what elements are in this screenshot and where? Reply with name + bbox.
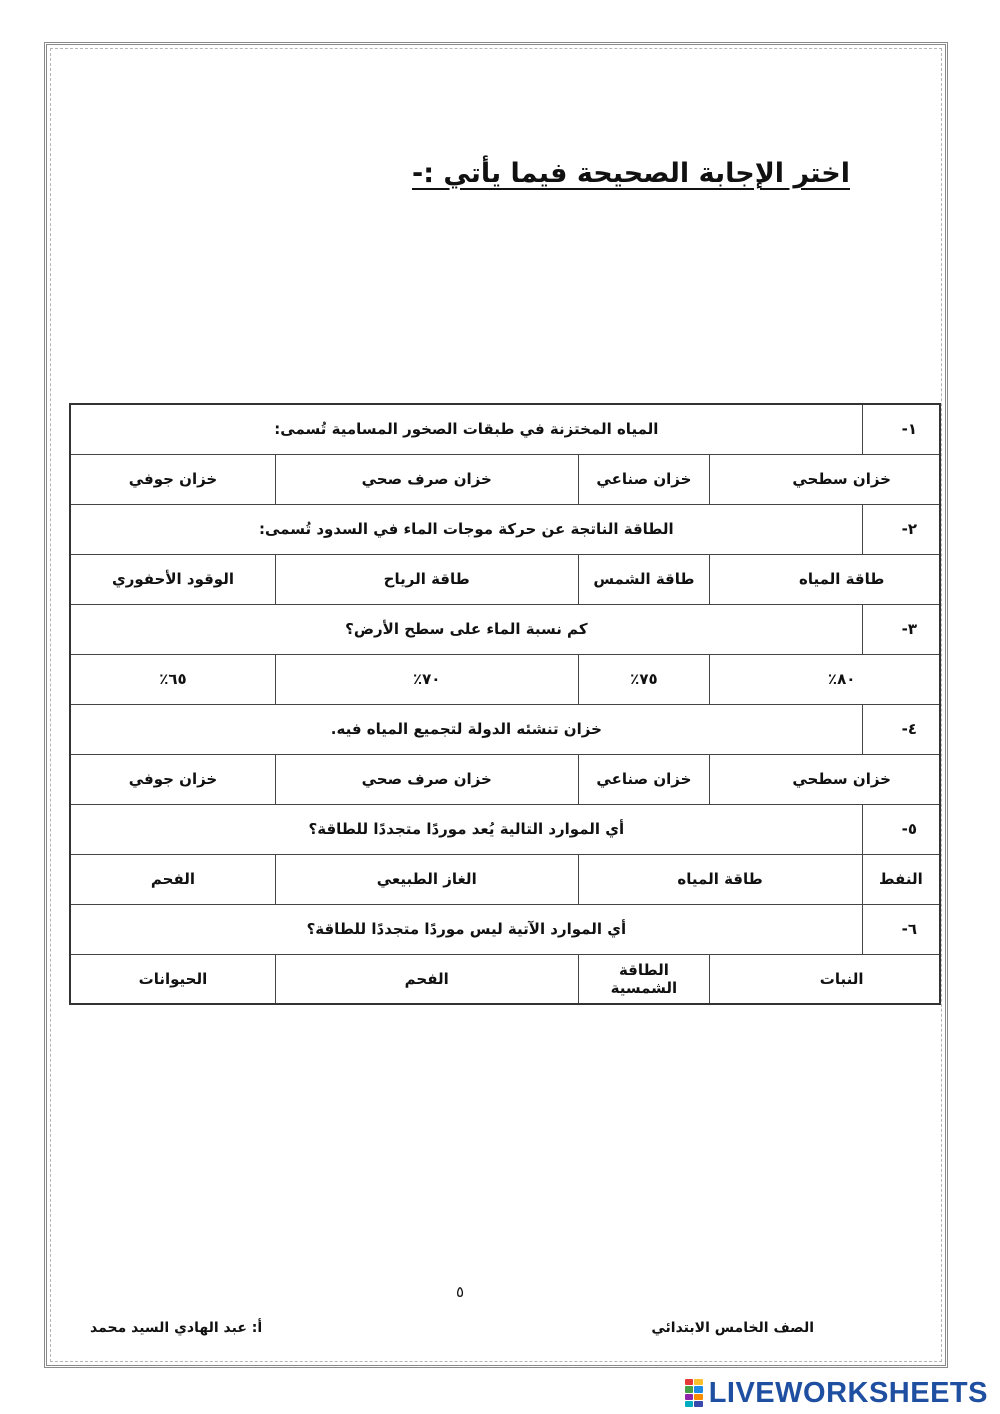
brand-text: LIVEWORKSHEETS bbox=[708, 1376, 988, 1409]
options-row bbox=[70, 654, 940, 704]
page-number: ٥ bbox=[456, 1283, 465, 1301]
question-text: الطاقة الناتجة عن حركة موجات الماء في السدود تُسمى: bbox=[70, 504, 862, 554]
question-text: أي الموارد الآتية ليس موردًا متجددًا للطاقة؟ bbox=[70, 904, 862, 954]
question-number: ٤- bbox=[862, 704, 940, 754]
answer-option[interactable]: الطاقة الشمسية bbox=[578, 954, 710, 1004]
answer-option[interactable]: ٦٥٪ bbox=[70, 654, 275, 704]
answer-option[interactable]: الحيوانات bbox=[70, 954, 275, 1004]
question-row bbox=[70, 404, 940, 454]
answer-option[interactable]: ٧٠٪ bbox=[275, 654, 578, 704]
worksheet-title: اختر الإجابة الصحيحة فيما يأتي :- bbox=[412, 158, 850, 189]
answer-option[interactable]: طاقة الرياح bbox=[275, 554, 578, 604]
answer-option[interactable]: الوقود الأحفوري bbox=[70, 554, 275, 604]
options-row bbox=[70, 754, 940, 804]
answer-option[interactable]: خزان سطحي bbox=[710, 754, 940, 804]
answer-option[interactable]: الفحم bbox=[275, 954, 578, 1004]
question-number: ٦- bbox=[862, 904, 940, 954]
question-row bbox=[70, 904, 940, 954]
question-number: ٣- bbox=[862, 604, 940, 654]
question-number: ٢- bbox=[862, 504, 940, 554]
question-number: ٥- bbox=[862, 804, 940, 854]
question-number: ١- bbox=[862, 404, 940, 454]
answer-option[interactable]: الغاز الطبيعي bbox=[275, 854, 578, 904]
answer-option[interactable]: خزان صناعي bbox=[578, 754, 710, 804]
question-row bbox=[70, 704, 940, 754]
answer-option[interactable]: طاقة المياه bbox=[710, 554, 940, 604]
answer-option[interactable]: خزان صرف صحي bbox=[275, 754, 578, 804]
question-text: أي الموارد التالية يُعد موردًا متجددًا للطاقة؟ bbox=[70, 804, 862, 854]
answer-option[interactable]: ٧٥٪ bbox=[578, 654, 710, 704]
question-row bbox=[70, 604, 940, 654]
options-row bbox=[70, 554, 940, 604]
answer-option[interactable]: خزان جوفي bbox=[70, 454, 275, 504]
question-text: خزان تنشئه الدولة لتجميع المياه فيه. bbox=[70, 704, 862, 754]
answer-option[interactable]: خزان صناعي bbox=[578, 454, 710, 504]
teacher-name: أ: عبد الهادي السيد محمد bbox=[90, 1320, 263, 1336]
liveworksheets-brand bbox=[685, 1376, 988, 1410]
answer-option[interactable]: طاقة المياه bbox=[578, 854, 862, 904]
options-row bbox=[70, 854, 940, 904]
answer-option[interactable]: الفحم bbox=[70, 854, 275, 904]
questions-table bbox=[69, 403, 941, 1005]
answer-option[interactable]: خزان سطحي bbox=[710, 454, 940, 504]
question-row bbox=[70, 504, 940, 554]
question-row bbox=[70, 804, 940, 854]
liveworksheets-logo-icon bbox=[685, 1379, 703, 1407]
answer-option[interactable]: خزان جوفي bbox=[70, 754, 275, 804]
question-text: كم نسبة الماء على سطح الأرض؟ bbox=[70, 604, 862, 654]
grade-label: الصف الخامس الابتدائي bbox=[651, 1320, 814, 1336]
answer-option[interactable]: النفط bbox=[862, 854, 940, 904]
options-row bbox=[70, 454, 940, 504]
answer-option[interactable]: ٨٠٪ bbox=[710, 654, 940, 704]
answer-option[interactable]: النبات bbox=[710, 954, 940, 1004]
options-row bbox=[70, 954, 940, 1004]
question-text: المياه المختزنة في طبقات الصخور المسامية تُسمى: bbox=[70, 404, 862, 454]
answer-option[interactable]: طاقة الشمس bbox=[578, 554, 710, 604]
answer-option[interactable]: خزان صرف صحي bbox=[275, 454, 578, 504]
